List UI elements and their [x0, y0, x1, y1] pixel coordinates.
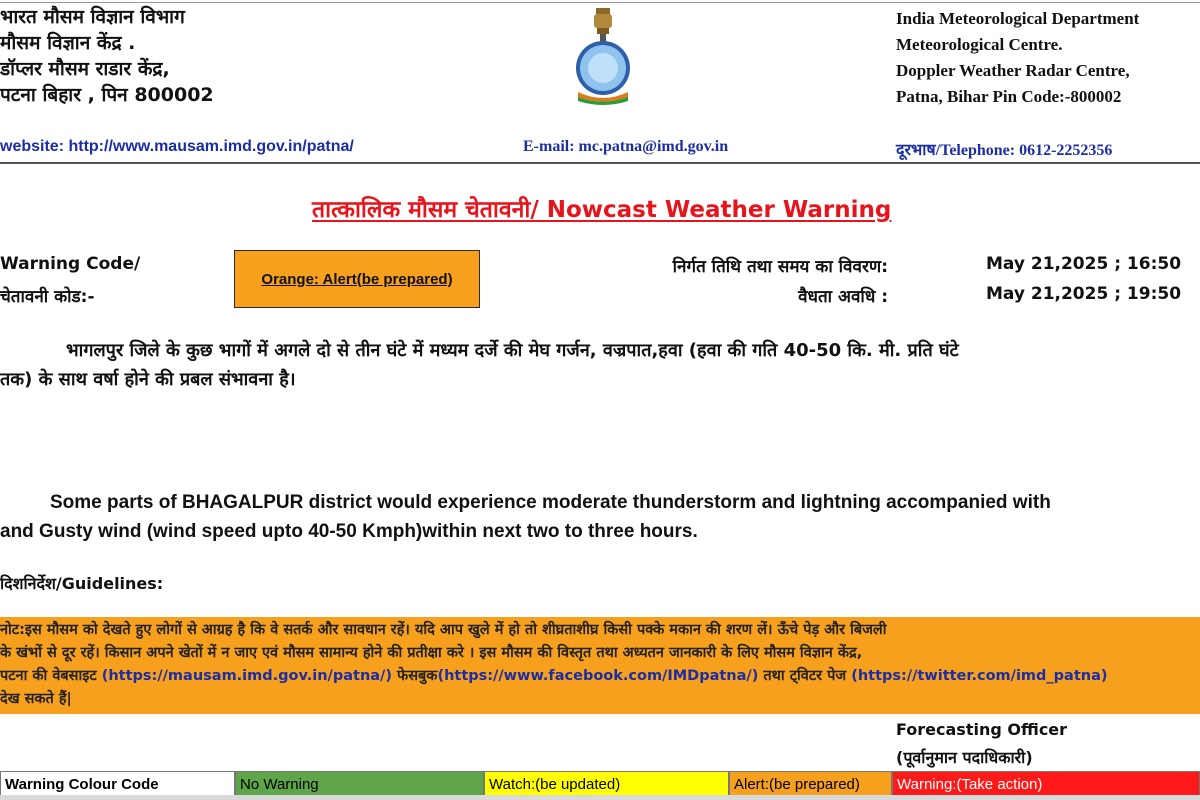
warning-code-label-1: Warning Code/	[0, 254, 141, 274]
header-english-line-1: India Meteorological Department	[896, 9, 1140, 28]
note-line-3-text-b: फेसबुक	[391, 668, 438, 684]
legend-label-text: Warning Colour Code	[5, 776, 159, 793]
bottom-scroll-strip	[0, 795, 1200, 800]
validity-value: May 21,2025 ; 19:50	[986, 284, 1182, 304]
issue-time-value: May 21,2025 ; 16:50	[986, 254, 1182, 274]
legend-no-warning-text: No Warning	[240, 776, 319, 793]
note-line-3-text-a: पटना की वेबसाइट	[0, 668, 102, 684]
hindi-message-line-2: तक) के साथ वर्षा होने की प्रबल संभावना है।	[0, 369, 296, 390]
officer-title-english: Forecasting Officer	[896, 720, 1068, 739]
header-english-line-3: Doppler Weather Radar Centre,	[896, 61, 1130, 80]
header-english-line-4: Patna, Bihar Pin Code:-800002	[896, 87, 1122, 106]
header-hindi-line-1: भारत मौसम विज्ञान विभाग	[0, 6, 185, 28]
note-line-4: देख सकते हैं|	[0, 691, 72, 707]
issue-time-label: निर्गत तिथि तथा समय का विवरण:	[672, 257, 888, 277]
legend-warning-text: Warning:(Take action)	[897, 776, 1043, 793]
header-english	[896, 6, 1139, 110]
english-message-line-1: Some parts of BHAGALPUR district would experience moderate thunderstorm and lightning accompanied with	[50, 492, 1051, 513]
website-url-link[interactable]: (https://mausam.imd.gov.in/patna/)	[101, 668, 392, 684]
hindi-message	[0, 336, 959, 394]
guidelines-note	[0, 617, 1200, 714]
note-line-2: के खंभों से दूर रहें। किसान अपने खेतों में न जाए एवं मौसम सामान्य होने की प्रतीक्षा करे । इस मौसम की विस्तृत तथा अध्यतन जानकारी के लिए मौसम विज्ञान केंद्र,	[0, 645, 863, 661]
header-hindi-line-2: मौसम विज्ञान केंद्र .	[0, 32, 136, 54]
warning-code-label-2: चेतावनी कोड:-	[0, 287, 95, 307]
note-line-3-text-c: तथा ट्विटर पेज	[758, 668, 852, 684]
header-divider	[0, 162, 1200, 164]
legend-alert-text: Alert:(be prepared)	[734, 776, 860, 793]
officer-title-hindi: (पूर्वानुमान पदाधिकारी)	[896, 748, 1033, 767]
imd-emblem-icon	[570, 6, 636, 106]
top-border	[0, 2, 1200, 3]
header-hindi	[0, 4, 214, 108]
facebook-url-link[interactable]: (https://www.facebook.com/IMDpatna/)	[437, 668, 759, 684]
header-hindi-line-4: पटना बिहार , पिन 800002	[0, 84, 214, 106]
guidelines-label: दिशनिर्देश/Guidelines:	[0, 574, 164, 593]
header-hindi-line-3: डॉप्लर मौसम राडार केंद्र,	[0, 58, 170, 80]
twitter-url-link[interactable]: (https://twitter.com/imd_patna)	[851, 668, 1108, 684]
page-title: तात्कालिक मौसम चेतावनी/ Nowcast Weather Warning	[312, 197, 892, 223]
email-link[interactable]: E-mail: mc.patna@imd.gov.in	[523, 138, 729, 155]
validity-label: वैधता अवधि :	[798, 287, 888, 307]
website-link[interactable]: website: http://www.mausam.imd.gov.in/patna/	[0, 138, 354, 155]
telephone: दूरभाष/Telephone: 0612-2252356	[896, 142, 1113, 159]
warning-code-value: Orange: Alert(be prepared)	[261, 270, 453, 288]
note-line-3	[0, 665, 1200, 688]
header-english-line-2: Meteorological Centre.	[896, 35, 1063, 54]
hindi-message-line-1: भागलपुर जिले के कुछ भागों में अगले दो से तीन घंटे में मध्यम दर्जे की मेघ गर्जन, वज्रपात,हवा (हवा की गति 40-50 कि. मी. प्रति घंटे	[66, 340, 959, 361]
english-message-line-2: and Gusty wind (wind speed upto 40-50 Kmph)within next two to three hours.	[0, 521, 698, 542]
english-message	[0, 488, 1051, 546]
note-line-1: नोट:इस मौसम को देखते हुए लोगों से आग्रह है कि वे सतर्क और सावधान रहें। यदि आप खुले में हो तो शीघ्रताशीघ्र किसी पक्के मकान की शरण लें। ऊँचे पेड़ और बिजली	[0, 622, 887, 638]
warning-code-badge	[234, 250, 480, 308]
legend-watch-text: Watch:(be updated)	[489, 776, 621, 793]
